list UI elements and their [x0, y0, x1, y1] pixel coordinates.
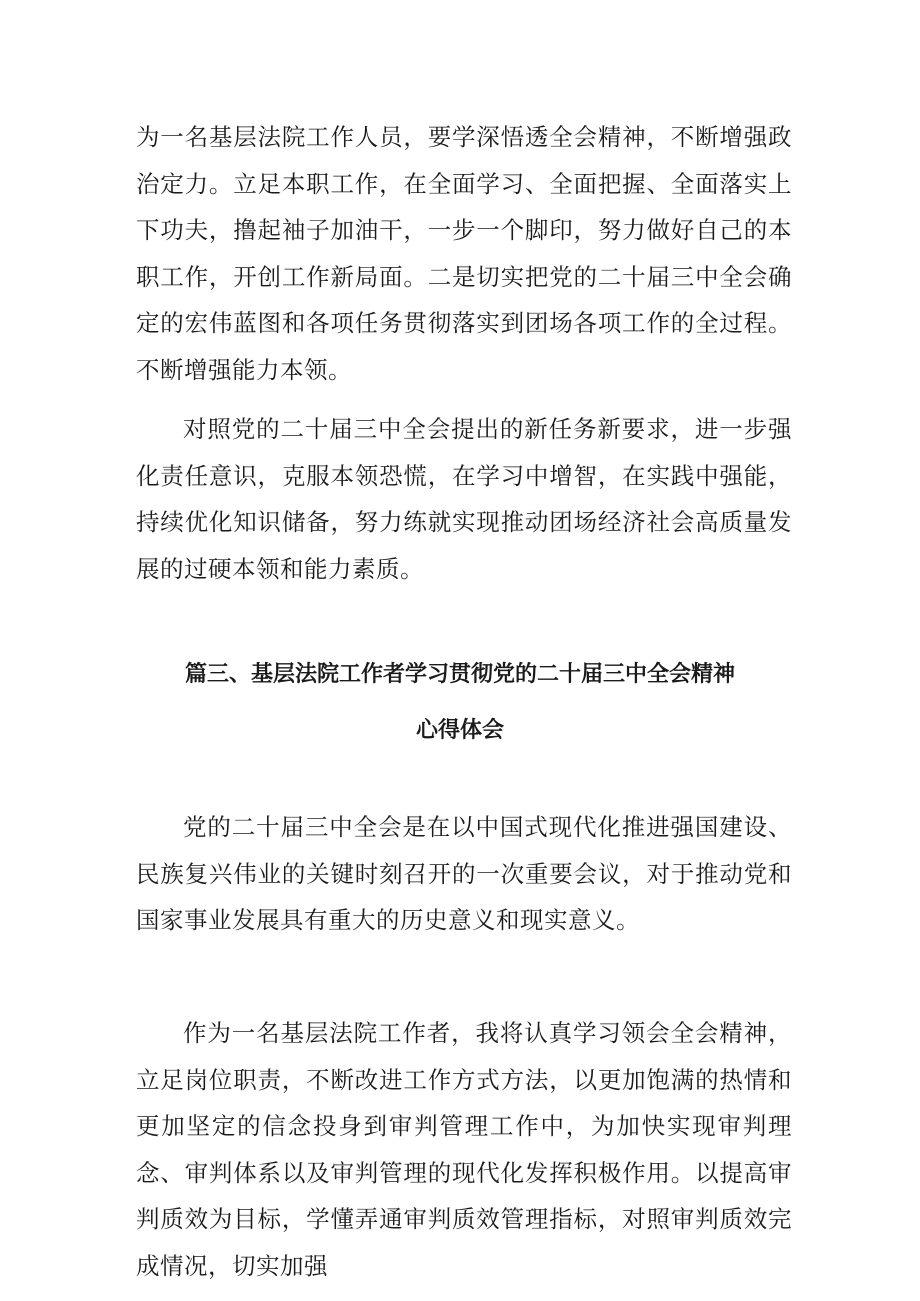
body-paragraph: 党的二十届三中全会是在以中国式现代化推进强国建设、民族复兴伟业的关键时刻召开的一次重要会议，对于推动党和国家事业发展具有重大的历史意义和现实意义。: [136, 813, 792, 935]
section-heading-subtitle: 心得体会: [415, 718, 504, 743]
body-paragraph: 为一名基层法院工作人员，要学深悟透全会精神，不断增强政治定力。立足本职工作，在全面学习、全面把握、全面落实上下功夫，撸起袖子加油干，一步一个脚印，努力做好自己的本职工作，开创工作新局面。二是切实把党的二十届三中全会确定的宏伟蓝图和各项任务贯彻落实到团场各项工作的全过程。不断增强能力本领。: [136, 123, 792, 384]
body-paragraph: 对照党的二十届三中全会提出的新任务新要求，进一步强化责任意识，克服本领恐慌，在学习中增智，在实践中强能，持续优化知识储备，努力练就实现推动团场经济社会高质量发展的过硬本领和能力素质。: [136, 415, 792, 583]
section-heading: 篇三、基层法院工作者学习贯彻党的二十届三中全会精神: [184, 662, 735, 687]
body-paragraph: 作为一名基层法院工作者，我将认真学习领会全会精神，立足岗位职责，不断改进工作方式方法，以更加饱满的热情和更加坚定的信念投身到审判管理工作中，为加快实现审判理念、审判体系以及审判管理的现代化发挥积极作用。以提高审判质效为目标，学懂弄通审判质效管理指标，对照审判质效完成情况，切实加强: [136, 1019, 792, 1280]
